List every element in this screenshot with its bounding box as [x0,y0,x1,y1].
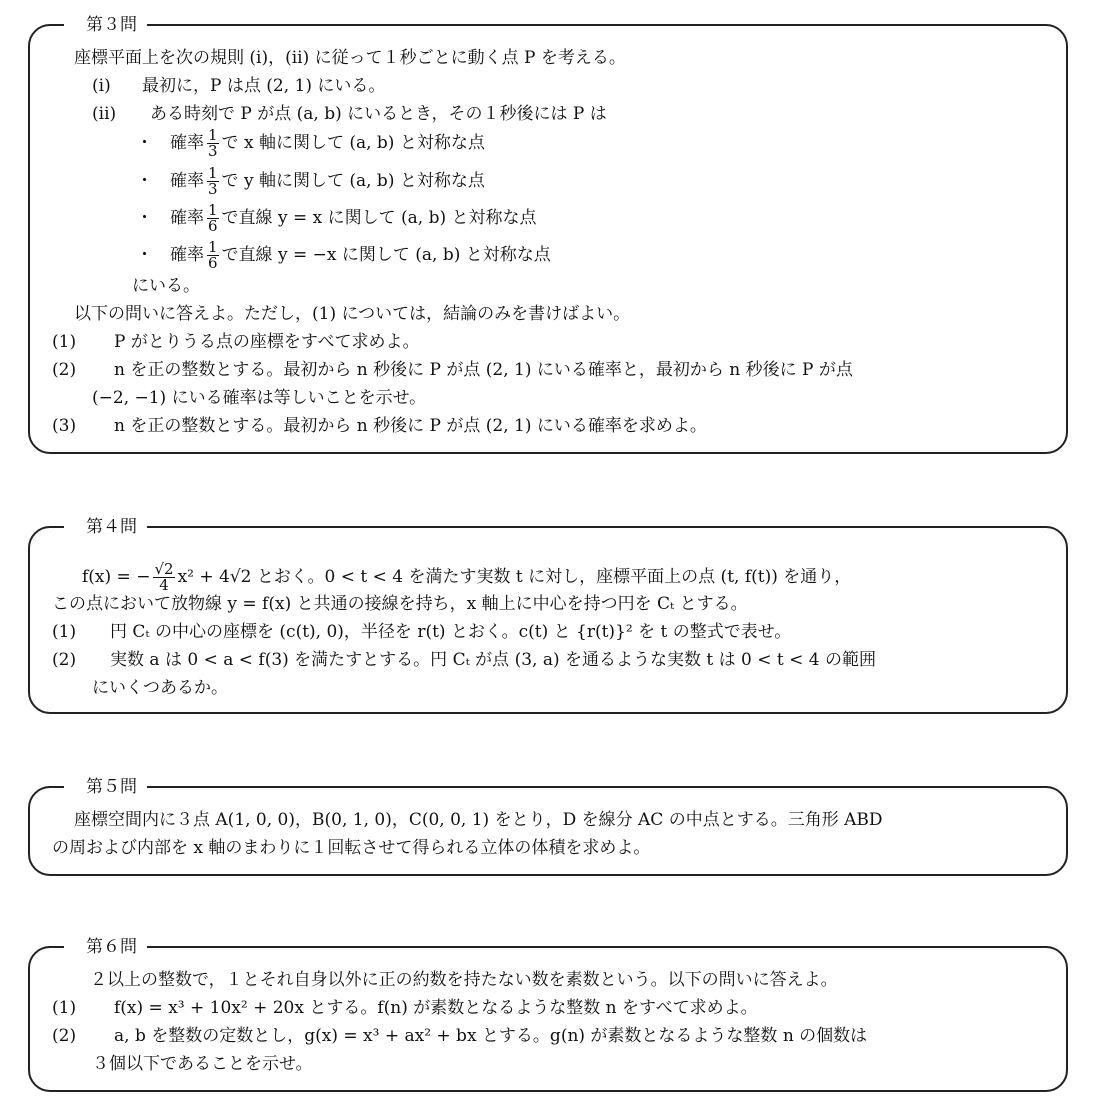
bullet-3-post: で直線 y = x に関して (a, b) と対称な点 [221,208,537,228]
bullet-2-pre: ・ 確率 [136,171,204,191]
q6-part-1-number: (1) [52,998,77,1018]
problem-3-box [28,15,1068,454]
bullet-1-num: 1 [208,126,218,144]
q4-part-2-text-b: にいくつあるか。 [92,678,228,698]
problem-4-title: 第４問 [64,515,147,539]
bullet-3-fraction [207,203,219,234]
bullet-4-post: で直線 y = −x に関して (a, b) と対称な点 [221,245,551,265]
q4-part-1-text: 円 Cₜ の中心の座標を (c(t), 0)，半径を r(t) とおく。c(t) と {r(t)}² を t の整式で表せ。 [110,622,792,642]
bullet-3-pre: ・ 確率 [136,208,204,228]
problem-3-title: 第３問 [64,13,147,37]
q3-part-2-text-a: n を正の整数とする。最初から n 秒後に P が点 (2, 1) にいる確率と，最初から n 秒後に P が点 [114,360,853,380]
iru-text: にいる。 [132,276,200,296]
bullet-2 [136,166,485,197]
q3-part-2-number: (2) [52,360,77,380]
q5-line-1: 座標空間内に３点 A(1, 0, 0)，B(0, 1, 0)，C(0, 0, 1) をとり，D を線分 AC の中点とする。三角形 ABD [74,810,883,830]
q4-part-2-text-a: 実数 a は 0 < a < f(3) を満たすとする。円 Cₜ が点 (3, a) を通るような実数 t は 0 < t < 4 の範囲 [110,650,877,670]
bullet-2-num: 1 [208,164,218,182]
q5-line-2: の周および内部を x 軸のまわりに１回転させて得られる立体の体積を求めよ。 [52,838,651,858]
bullet-4-pre: ・ 確率 [136,245,204,265]
problem-5-title: 第５問 [64,775,147,799]
rule-i-number: (i) [92,76,111,96]
rule-i-text: 最初に，P は点 (2, 1) にいる。 [142,76,386,96]
bullet-1-pre: ・ 確率 [136,133,204,153]
q4-line-1 [82,562,851,593]
q6-part-1-text: f(x) = x³ + 10x² + 20x とする。f(n) が素数となるような整数 n をすべて求めよ。 [114,998,758,1018]
bullet-3-num: 1 [208,201,218,219]
problem-3-instruction: 以下の問いに答えよ。ただし，(1) については，結論のみを書けばよい。 [74,304,631,324]
bullet-1-post: で x 軸に関して (a, b) と対称な点 [221,133,485,153]
q6-line-1: ２以上の整数で，１とそれ自身以外に正の約数を持たない数を素数という。以下の問いに答えよ。 [90,970,838,990]
q4-line-1-pre: f(x) = − [82,567,151,587]
bullet-4-num: 1 [208,238,218,256]
problem-4-box [28,517,1068,714]
problem-6-title: 第６問 [64,935,147,959]
bullet-2-den: 3 [208,180,218,198]
q4-line-1-post: x² + 4√2 とおく。0 < t < 4 を満たす実数 t に対し，座標平面上の点 (t, f(t)) を通り， [177,567,852,587]
q6-part-2-text-b: ３個以下であることを示せ。 [92,1054,313,1074]
rule-ii-number: (ii) [92,104,117,124]
q4-line-2: この点において放物線 y = f(x) と共通の接線を持ち，x 軸上に中心を持つ円を Cₜ とする。 [52,594,748,614]
problem-5-box [28,777,1068,876]
q4-part-1-number: (1) [52,622,77,642]
q4-fraction-num: √2 [154,560,174,578]
problem-6-box [28,937,1068,1092]
bullet-2-post: で y 軸に関して (a, b) と対称な点 [221,171,485,191]
q4-fraction-den: 4 [159,576,169,594]
bullet-3 [136,203,537,234]
problem-3-intro: 座標平面上を次の規則 (i)，(ii) に従って１秒ごとに動く点 P を考える。 [74,48,626,68]
q3-part-1-number: (1) [52,332,77,352]
bullet-3-den: 6 [208,217,218,235]
bullet-2-fraction [207,166,219,197]
bullet-4-den: 6 [208,254,218,272]
bullet-1 [136,128,485,159]
q3-part-2-text-b: (−2, −1) にいる確率は等しいことを示せ。 [92,388,427,408]
rule-ii-text: ある時刻で P が点 (a, b) にいるとき，その１秒後には P は [150,104,607,124]
bullet-4 [136,240,551,271]
q4-fraction [153,562,174,593]
bullet-1-fraction [207,128,219,159]
q3-part-3-number: (3) [52,416,77,436]
bullet-1-den: 3 [208,142,218,160]
q3-part-1-text: P がとりうる点の座標をすべて求めよ。 [114,332,420,352]
q4-part-2-number: (2) [52,650,77,670]
q6-part-2-number: (2) [52,1026,77,1046]
q6-part-2-text-a: a, b を整数の定数とし，g(x) = x³ + ax² + bx とする。g(n) が素数となるような整数 n の個数は [114,1026,868,1046]
q3-part-3-text: n を正の整数とする。最初から n 秒後に P が点 (2, 1) にいる確率を求めよ。 [114,416,707,436]
bullet-4-fraction [207,240,219,271]
